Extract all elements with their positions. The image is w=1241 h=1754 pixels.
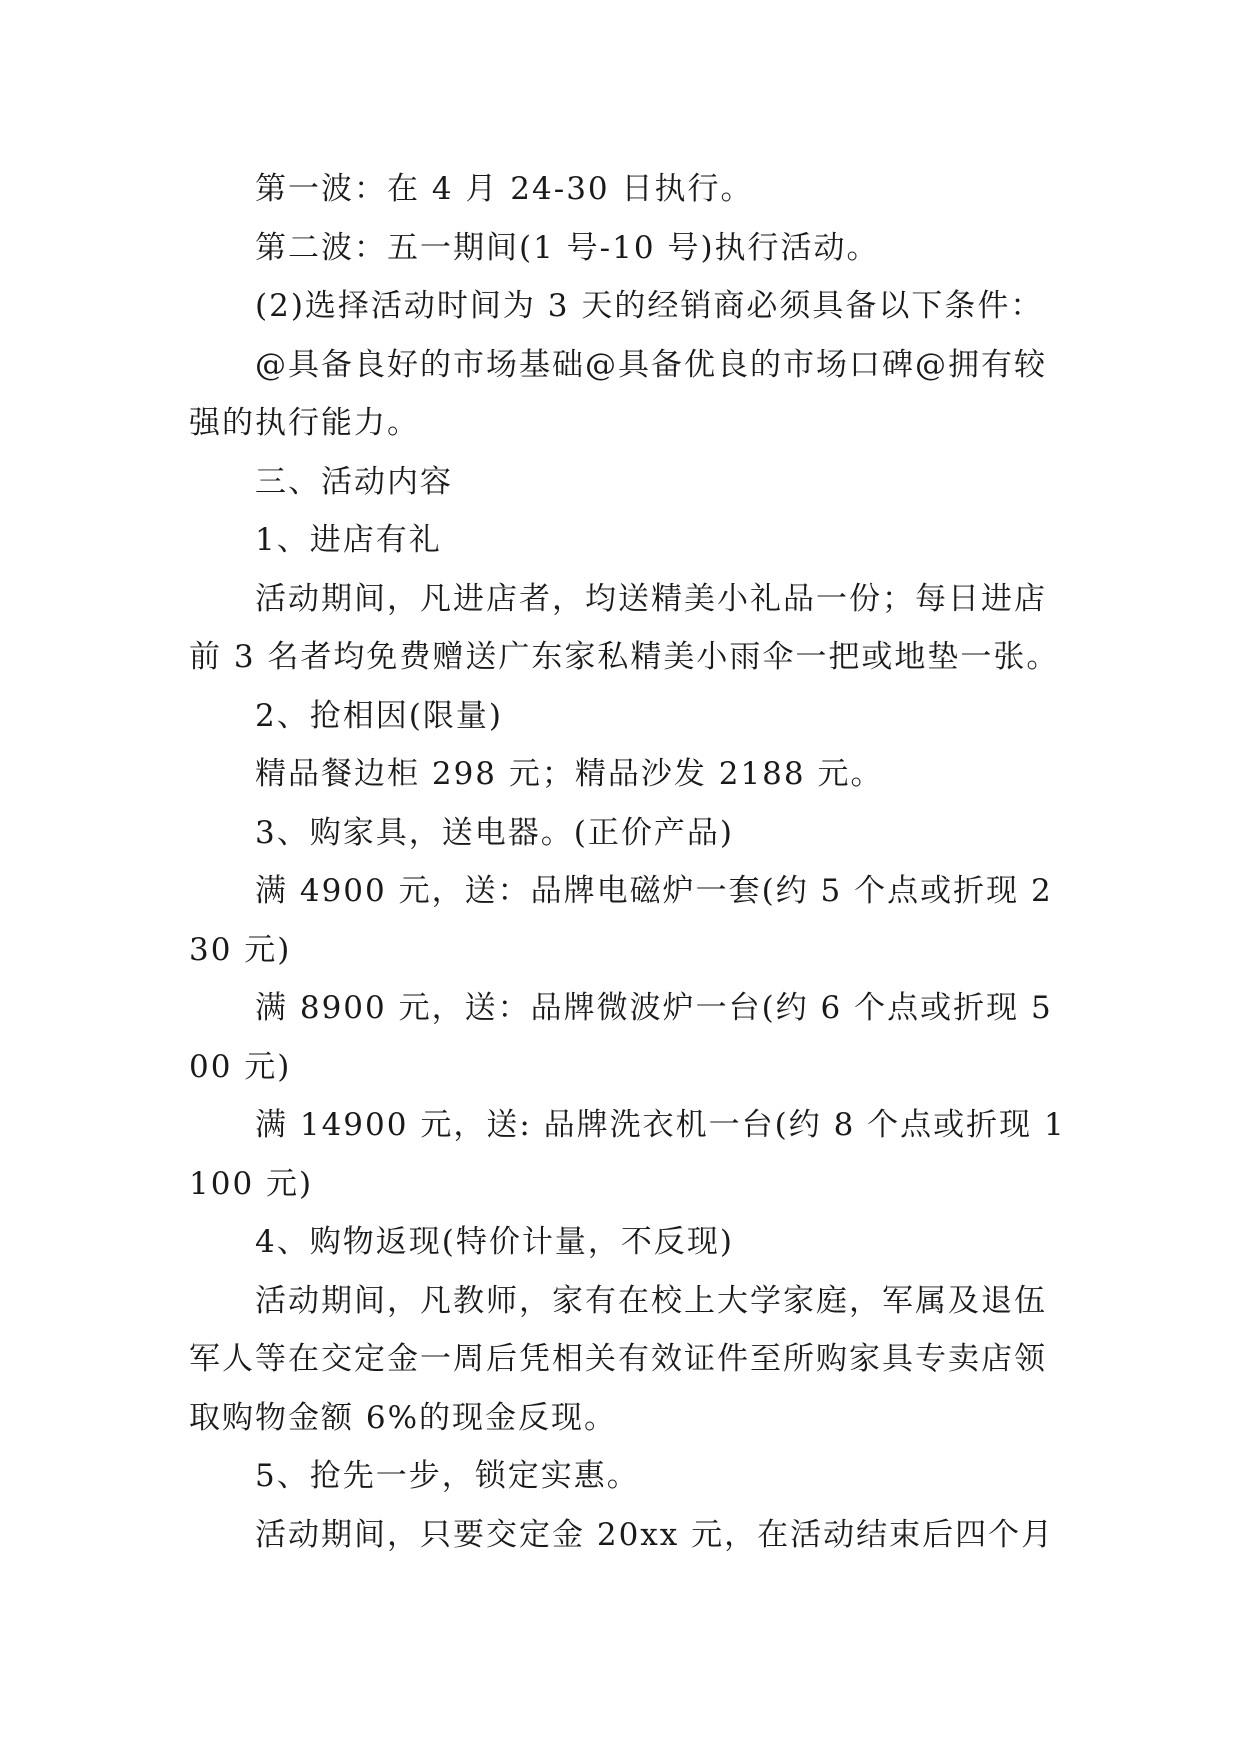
item-heading-limited-deals: 2、抢相因(限量) (255, 697, 503, 734)
document-body (189, 160, 1069, 1564)
paragraph-dealer-conditions: (2)选择活动时间为 3 天的经销商必须具备以下条件： (255, 288, 1044, 324)
paragraph-store-gift: 活动期间，凡进店者，均送精美小礼品一份；每日进店前 3 名者均免费赠送广东家私精美小雨伞一把或地垫一张。 (189, 580, 1060, 675)
paragraph-tier-4900: 满 4900 元，送：品牌电磁炉一套(约 5 个点或折现 230 元) (189, 873, 1053, 968)
item-heading-store-gift: 1、进店有礼 (255, 522, 442, 558)
paragraph-tier-14900: 满 14900 元，送: 品牌洗衣机一台(约 8 个点或折现 1100 元) (189, 1107, 1066, 1202)
paragraph-deposit: 活动期间，只要交定金 20xx 元，在活动结束后四个月 (255, 1516, 1055, 1553)
paragraph-conditions-list: @具备良好的市场基础@具备优良的市场口碑@拥有较强的执行能力。 (189, 346, 1047, 441)
paragraph-cashback: 活动期间，凡教师，家有在校上大学家庭，军属及退伍军人等在交定金一周后凭相关有效证件至所购家具专卖店领取购物金额 6%的现金反现。 (189, 1282, 1047, 1436)
paragraph-tier-8900: 满 8900 元，送：品牌微波炉一台(约 6 个点或折现 500 元) (189, 990, 1053, 1085)
paragraph-wave-one: 第一波：在 4 月 24-30 日执行。 (255, 171, 754, 207)
item-heading-furniture-appliances: 3、购家具，送电器。(正价产品) (255, 814, 734, 851)
paragraph-limited-deals: 精品餐边柜 298 元；精品沙发 2188 元。 (255, 756, 884, 792)
paragraph-wave-two: 第二波：五一期间(1 号-10 号)执行活动。 (255, 229, 880, 266)
section-heading-activity-content: 三、活动内容 (255, 463, 453, 500)
item-heading-lock-deal: 5、抢先一步，锁定实惠。 (255, 1458, 640, 1494)
item-heading-cashback: 4、购物返现(特价计量，不反现) (255, 1224, 734, 1260)
